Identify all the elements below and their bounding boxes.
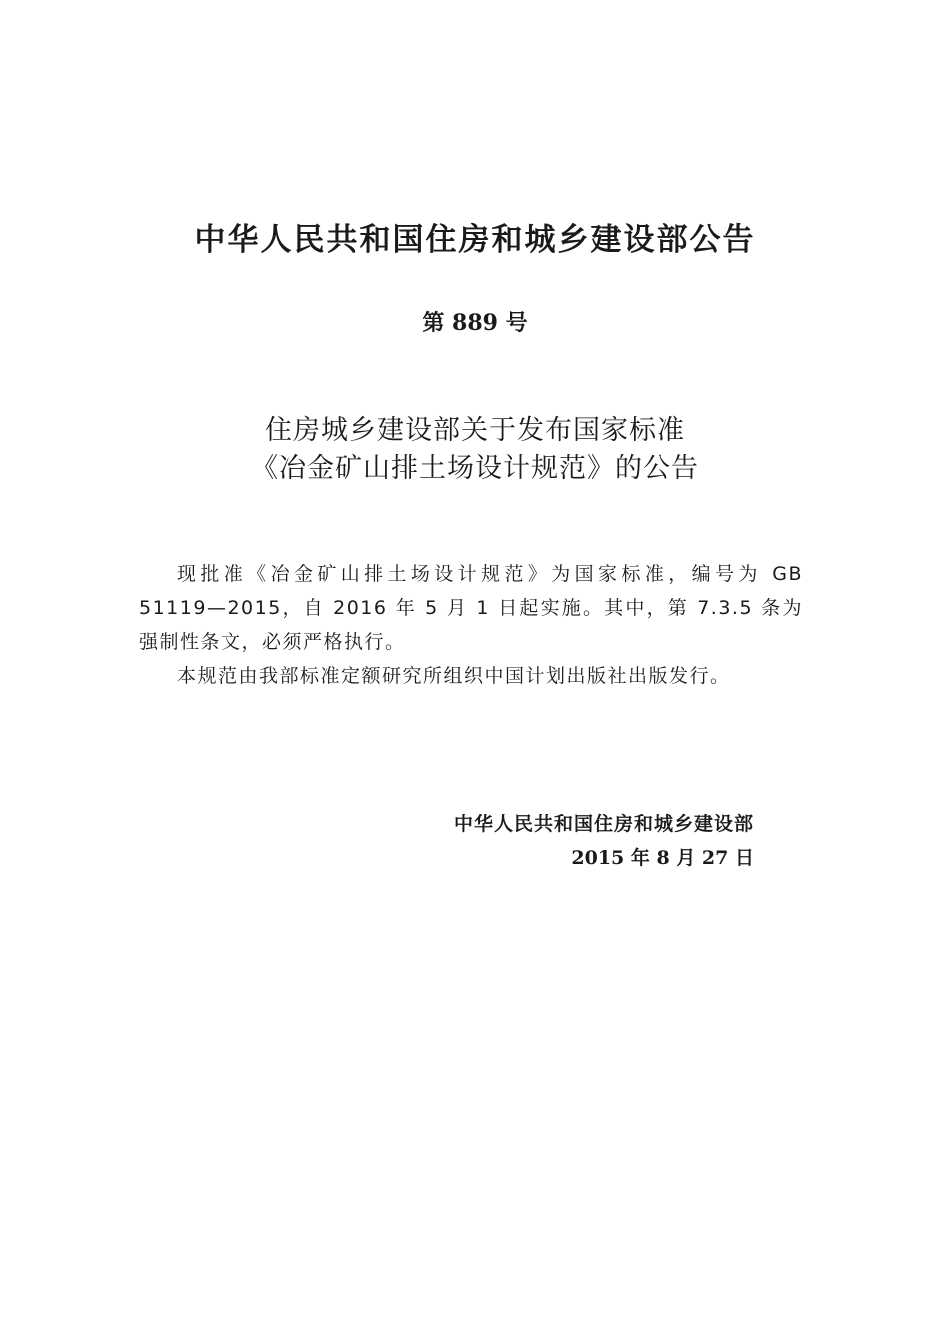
body-paragraph-2: 本规范由我部标准定额研究所组织中国计划出版社出版发行。 xyxy=(177,665,731,687)
body-paragraph-1: 现批准《冶金矿山排土场设计规范》为国家标准，编号为 GB 51119—2015，自 2016 年 5 月 1 日起实施。其中，第 7.3.5 条为强制性条文，必须严格执行。 xyxy=(139,563,803,653)
signature-organization: 中华人民共和国住房和城乡建设部 xyxy=(453,813,754,835)
subject-line-2: 《冶金矿山排土场设计规范》的公告 xyxy=(251,453,699,484)
signature-date: 2015 年 8 月 27 日 xyxy=(571,847,754,869)
announcement-subject xyxy=(0,412,950,488)
subject-line-1: 住房城乡建设部关于发布国家标准 xyxy=(265,415,685,446)
authority-title: 中华人民共和国住房和城乡建设部公告 xyxy=(194,222,756,258)
signature-block xyxy=(454,808,754,874)
announcement-body xyxy=(139,557,803,693)
notice-number: 第 889 号 xyxy=(422,310,528,336)
